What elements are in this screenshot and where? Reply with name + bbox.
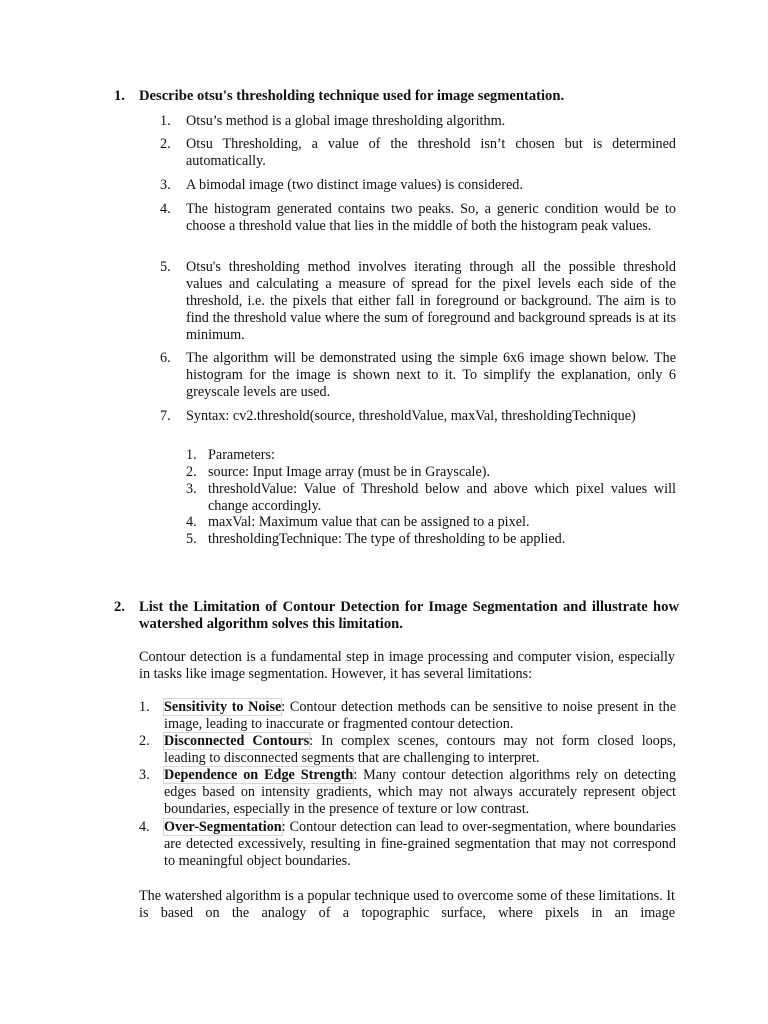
list-text: Syntax: cv2.threshold(source, thresholdValue, maxVal, thresholdingTechnique) xyxy=(186,408,636,424)
list-text: Otsu’s method is a global image thresholding algorithm. xyxy=(186,113,506,129)
list-number: 4. xyxy=(186,514,197,530)
list-text: source: Input Image array (must be in Grayscale). xyxy=(208,464,491,480)
list-number: 4. xyxy=(160,201,171,217)
list-text: Otsu Thresholding, a value of the threshold isn’t chosen but is determined automatically. xyxy=(186,136,676,169)
limitation-text: : Many contour detection algorithms rely on detecting edges based on intensity gradients, which may not always accurately represent object boundaries, especially in the presence of texture or low contrast. xyxy=(164,767,676,817)
watershed-paragraph: The watershed algorithm is a popular technique used to overcome some of these limitations. It is based on the analogy of a topographic surface, where pixels in an image xyxy=(139,888,675,921)
list-number: 1. xyxy=(186,447,197,463)
list-number: 5. xyxy=(186,531,197,547)
list-text: Otsu's thresholding method involves iterating through all the possible threshold values and calculating a measure of spread for the pixel levels each side of the threshold, i.e. the pixels that either fall in foreground or background. The aim is to find the threshold value where the sum of foreground and background spreads is at its minimum. xyxy=(186,259,676,343)
limitation-term: Over-Segmentation xyxy=(164,819,282,835)
question-2-title: List the Limitation of Contour Detection for Image Segmentation and illustrate how watershed algorithm solves this limitation. xyxy=(139,599,679,632)
list-text: thresholdingTechnique: The type of thresholding to be applied. xyxy=(208,531,566,547)
limitation-text: : Contour detection can lead to over-segmentation, where boundaries are detected excessively, resulting in fine-grained segmentation that may not correspond to meaningful object boundaries. xyxy=(164,819,676,869)
limitation-term: Dependence on Edge Strength xyxy=(164,767,354,783)
list-number: 3. xyxy=(186,481,197,497)
list-number: 6. xyxy=(160,350,171,366)
list-text: Parameters: xyxy=(208,447,275,463)
limitation-term: Disconnected Contours xyxy=(164,733,310,749)
list-number: 2. xyxy=(186,464,197,480)
limitation-term: Sensitivity to Noise xyxy=(164,699,282,715)
list-number: 2. xyxy=(139,733,150,749)
limitation-text: : In complex scenes, contours may not form closed loops, leading to disconnected segments that are challenging to interpret. xyxy=(164,733,676,766)
question-1-number: 1. xyxy=(114,88,125,104)
list-number: 1. xyxy=(160,113,171,129)
q2-intro-paragraph: Contour detection is a fundamental step in image processing and computer vision, especially in tasks like image segmentation. However, it has several limitations: xyxy=(139,649,675,682)
list-number: 3. xyxy=(139,767,150,783)
question-1-title: Describe otsu's thresholding technique used for image segmentation. xyxy=(139,88,565,104)
list-number: 7. xyxy=(160,408,171,424)
question-2-number: 2. xyxy=(114,599,125,615)
list-text: The histogram generated contains two peaks. So, a generic condition would be to choose a threshold value that lies in the middle of both the histogram peak values. xyxy=(186,201,676,234)
list-text: maxVal: Maximum value that can be assigned to a pixel. xyxy=(208,514,530,530)
list-number: 2. xyxy=(160,136,171,152)
list-text: The algorithm will be demonstrated using the simple 6x6 image shown below. The histogram for the image is shown next to it. To simplify the explanation, only 6 greyscale levels are used. xyxy=(186,350,676,400)
list-number: 4. xyxy=(139,819,150,835)
limitation-text: : Contour detection methods can be sensitive to noise present in the image, leading to inaccurate or fragmented contour detection. xyxy=(164,699,676,732)
list-number: 5. xyxy=(160,259,171,275)
list-number: 3. xyxy=(160,177,171,193)
list-text: thresholdValue: Value of Threshold below and above which pixel values will change accordingly. xyxy=(208,481,676,514)
list-number: 1. xyxy=(139,699,150,715)
list-text: A bimodal image (two distinct image values) is considered. xyxy=(186,177,523,193)
